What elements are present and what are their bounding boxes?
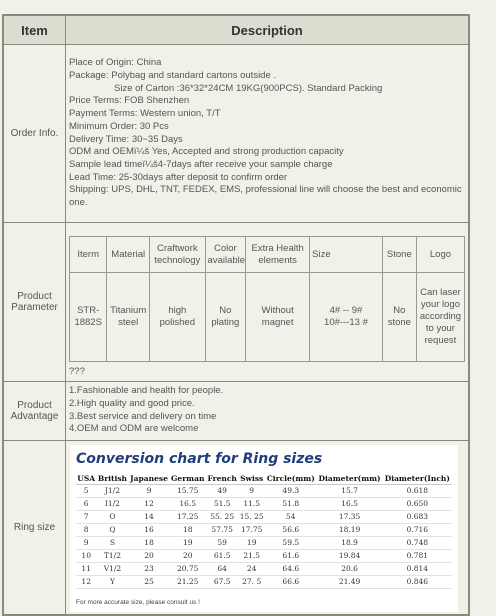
- sample-lead-time-line: Sample lead timeï¼š4-7days after receive your sample charge: [69, 158, 333, 170]
- parameter-table: [69, 236, 465, 362]
- ring-table-cell: 7: [76, 510, 96, 523]
- ring-table-body: [76, 484, 452, 588]
- param-value-logo: Can laser your logo according to your request: [416, 273, 464, 362]
- ring-size-label: Ring size: [4, 440, 66, 614]
- ring-column-header: British: [97, 473, 128, 483]
- ring-table-cell: O: [96, 510, 128, 523]
- ring-table-cell: 0.781: [383, 549, 452, 562]
- ring-table-cell: 57.75: [206, 523, 238, 536]
- product-spec-table-wrapper: [2, 14, 470, 616]
- ring-table-cell: 55. 25: [206, 510, 238, 523]
- carton-size-line: Size of Carton :36*32*24CM 19KG(900PCS). Standard Packing: [114, 82, 383, 94]
- ring-table-cell: 21.49: [317, 575, 383, 588]
- ring-table-cell: 0.683: [383, 510, 452, 523]
- ring-table-cell: 21.5: [238, 549, 265, 562]
- ring-table-cell: 54: [265, 510, 317, 523]
- product-advantage-list: [66, 381, 469, 440]
- ring-table-cell: Q: [96, 523, 128, 536]
- ring-table-cell: 0.716: [383, 523, 452, 536]
- ring-table-cell: 59: [206, 536, 238, 549]
- param-value-item: STR-1882S: [70, 273, 107, 362]
- ring-table-cell: 12: [129, 497, 170, 510]
- ring-column-header: Diameter(Inch): [383, 473, 452, 485]
- ring-table-cell: 12: [76, 575, 96, 588]
- order-info-details: [66, 45, 469, 223]
- ring-table-cell: 49: [206, 484, 238, 497]
- ring-table-cell: 19.84: [317, 549, 383, 562]
- param-header-logo: Logo: [416, 237, 464, 273]
- param-value-craftwork: high polished: [150, 273, 206, 362]
- package-line: Package: Polybag and standard cartons outside .: [69, 69, 277, 81]
- param-value-material: Titanium steel: [107, 273, 150, 362]
- param-header-color: Color available: [205, 237, 246, 273]
- ring-table-cell: 59.5: [265, 536, 317, 549]
- conversion-chart-note: For more accurate size, please consult us !: [76, 598, 200, 606]
- ring-column-header: USA: [77, 473, 96, 483]
- ring-table-cell: 17.75: [238, 523, 265, 536]
- ring-table-row: [76, 484, 452, 497]
- ring-table-cell: T1/2: [96, 549, 128, 562]
- ring-conversion-chart: [70, 445, 458, 612]
- ring-table-cell: Y: [96, 575, 128, 588]
- ring-table-cell: 20.75: [169, 562, 206, 575]
- ring-table-cell: 64: [206, 562, 238, 575]
- ring-table-cell: 11: [76, 562, 96, 575]
- odm-oem-line: ODM and OEMï¼š Yes, Accepted and strong production capacity: [69, 146, 344, 158]
- product-advantage-label: Product Advantage: [4, 381, 66, 440]
- ring-table-cell: 67.5: [206, 575, 238, 588]
- ring-table-cell: 23: [129, 562, 170, 575]
- ring-table-cell: 0.618: [383, 484, 452, 497]
- ring-table-cell: 16.5: [169, 497, 206, 510]
- product-parameter-label: Product Parameter: [4, 223, 66, 382]
- ring-table-cell: V1/2: [96, 562, 128, 575]
- ring-table-cell: 9: [129, 484, 170, 497]
- ring-table-cell: 64.6: [265, 562, 317, 575]
- ring-table-cell: 15. 25: [239, 512, 264, 522]
- ring-column-header: Japanese: [130, 473, 168, 483]
- ring-table-row: [76, 497, 452, 510]
- ring-table-cell: 24: [238, 562, 265, 575]
- ring-table-cell: 0.748: [383, 536, 452, 549]
- ring-table-cell: 14: [129, 510, 170, 523]
- ring-table-cell: 18.9: [317, 536, 383, 549]
- ring-table-cell: 18: [129, 536, 170, 549]
- order-info-row: [4, 45, 469, 223]
- ring-column-header: German: [171, 473, 205, 483]
- ring-table-cell: 16: [129, 523, 170, 536]
- ring-table-cell: 51.5: [206, 497, 238, 510]
- product-advantage-row: [4, 381, 469, 440]
- param-header-item: Iterm: [70, 237, 107, 273]
- parameter-header-row: [70, 237, 465, 273]
- ring-table-cell: 0.846: [383, 575, 452, 588]
- ring-table-cell: S: [96, 536, 128, 549]
- advantage-item: 2.High quality and good price.: [69, 398, 195, 409]
- ring-table-cell: 27. 5: [238, 575, 265, 588]
- ring-table-cell: 61.5: [206, 549, 238, 562]
- advantage-item: 4.OEM and ODM are welcome: [69, 423, 199, 435]
- parameter-value-row: [70, 273, 465, 362]
- param-value-extra-health: Without magnet: [246, 273, 310, 362]
- minimum-order-line: Minimum Order: 30 Pcs: [69, 120, 169, 132]
- ring-size-cell: [66, 440, 469, 614]
- ring-table-row: [76, 562, 452, 575]
- param-header-stone: Stone: [382, 237, 416, 273]
- ring-table-cell: 51.8: [265, 497, 317, 510]
- ring-table-cell: 17.35: [317, 510, 383, 523]
- param-header-size: Size: [310, 237, 383, 273]
- ring-table-cell: 8: [76, 523, 96, 536]
- ring-table-cell: 61.6: [265, 549, 317, 562]
- description-header: Description: [66, 16, 469, 45]
- ring-column-header: Circle(mm): [266, 473, 315, 483]
- ring-table-cell: 15.7: [317, 484, 383, 497]
- ring-table-cell: 49.3: [265, 484, 317, 497]
- param-value-color: No plating: [205, 273, 246, 362]
- conversion-chart-title: Conversion chart for Ring sizes: [76, 450, 323, 467]
- ring-table-cell: 18.19: [317, 523, 383, 536]
- ring-table-cell: 20.6: [317, 562, 383, 575]
- item-header: Item: [4, 16, 66, 45]
- ring-table-cell: 18: [169, 523, 206, 536]
- ring-table-cell: 19: [169, 536, 206, 549]
- order-info-label: Order Info.: [4, 45, 66, 223]
- ring-table-row: [76, 549, 452, 562]
- ring-table-cell: 19: [238, 536, 265, 549]
- ring-table-cell: 25: [129, 575, 170, 588]
- ring-table-row: [76, 523, 452, 536]
- ring-size-table: [76, 473, 452, 589]
- param-value-stone: No stone: [382, 273, 416, 362]
- ring-table-cell: 6: [76, 497, 96, 510]
- ring-size-row: [4, 440, 469, 614]
- payment-terms-line: Payment Terms: Western union, T/T: [69, 108, 221, 120]
- ring-table-cell: 17.25: [169, 510, 206, 523]
- ring-table-cell: 0.814: [383, 562, 452, 575]
- advantage-item: 1.Fashionable and health for people.: [69, 385, 224, 397]
- ring-column-header: Diameter(mm): [317, 473, 383, 485]
- ring-table-cell: 20: [169, 549, 206, 562]
- ring-table-row: [76, 510, 452, 523]
- ring-table-cell: 10: [76, 549, 96, 562]
- ring-table-cell: 0.650: [383, 497, 452, 510]
- ring-table-cell: 21.25: [169, 575, 206, 588]
- param-header-craftwork: Craftwork technology: [150, 237, 206, 273]
- lead-time-line: Lead Time: 25-30days after deposit to confirm order: [69, 171, 288, 183]
- param-header-extra-health: Extra Health elements: [246, 237, 310, 273]
- ring-table-cell: 56.6: [265, 523, 317, 536]
- header-row: [4, 16, 469, 45]
- ring-column-header: Swiss: [240, 473, 264, 483]
- advantage-item: 3.Best service and delivery on time: [69, 410, 217, 422]
- ring-table-cell: I1/2: [96, 497, 128, 510]
- param-value-size: 4# -- 9# 10#---13 #: [310, 273, 383, 362]
- ring-table-cell: 20: [129, 549, 170, 562]
- ring-table-cell: 11.5: [238, 497, 265, 510]
- ring-column-header: French: [207, 473, 237, 483]
- shipping-line: Shipping: UPS, DHL, TNT, FEDEX, EMS, professional line will choose the best and economic one.: [69, 184, 462, 209]
- price-terms-line: Price Terms: FOB Shenzhen: [69, 95, 190, 107]
- ring-table-cell: 9: [238, 484, 265, 497]
- ring-table-row: [76, 575, 452, 588]
- ring-table-cell: 16.5: [317, 497, 383, 510]
- param-header-material: Material: [107, 237, 150, 273]
- ring-table-cell: 15.75: [169, 484, 206, 497]
- ring-table-header-row: [76, 473, 452, 485]
- parameter-note: ???: [69, 366, 85, 377]
- ring-table-cell: J1/2: [96, 484, 128, 497]
- delivery-time-line: Delivery Time: 30~35 Days: [69, 133, 183, 145]
- ring-table-cell: 66.6: [265, 575, 317, 588]
- origin-line: Place of Origin: China: [69, 57, 162, 69]
- ring-table-cell: 9: [76, 536, 96, 549]
- ring-table-cell: 5: [76, 484, 96, 497]
- ring-table-row: [76, 536, 452, 549]
- product-spec-table: [3, 15, 469, 615]
- product-parameter-row: [4, 223, 469, 382]
- product-parameter-cell: [66, 223, 469, 382]
